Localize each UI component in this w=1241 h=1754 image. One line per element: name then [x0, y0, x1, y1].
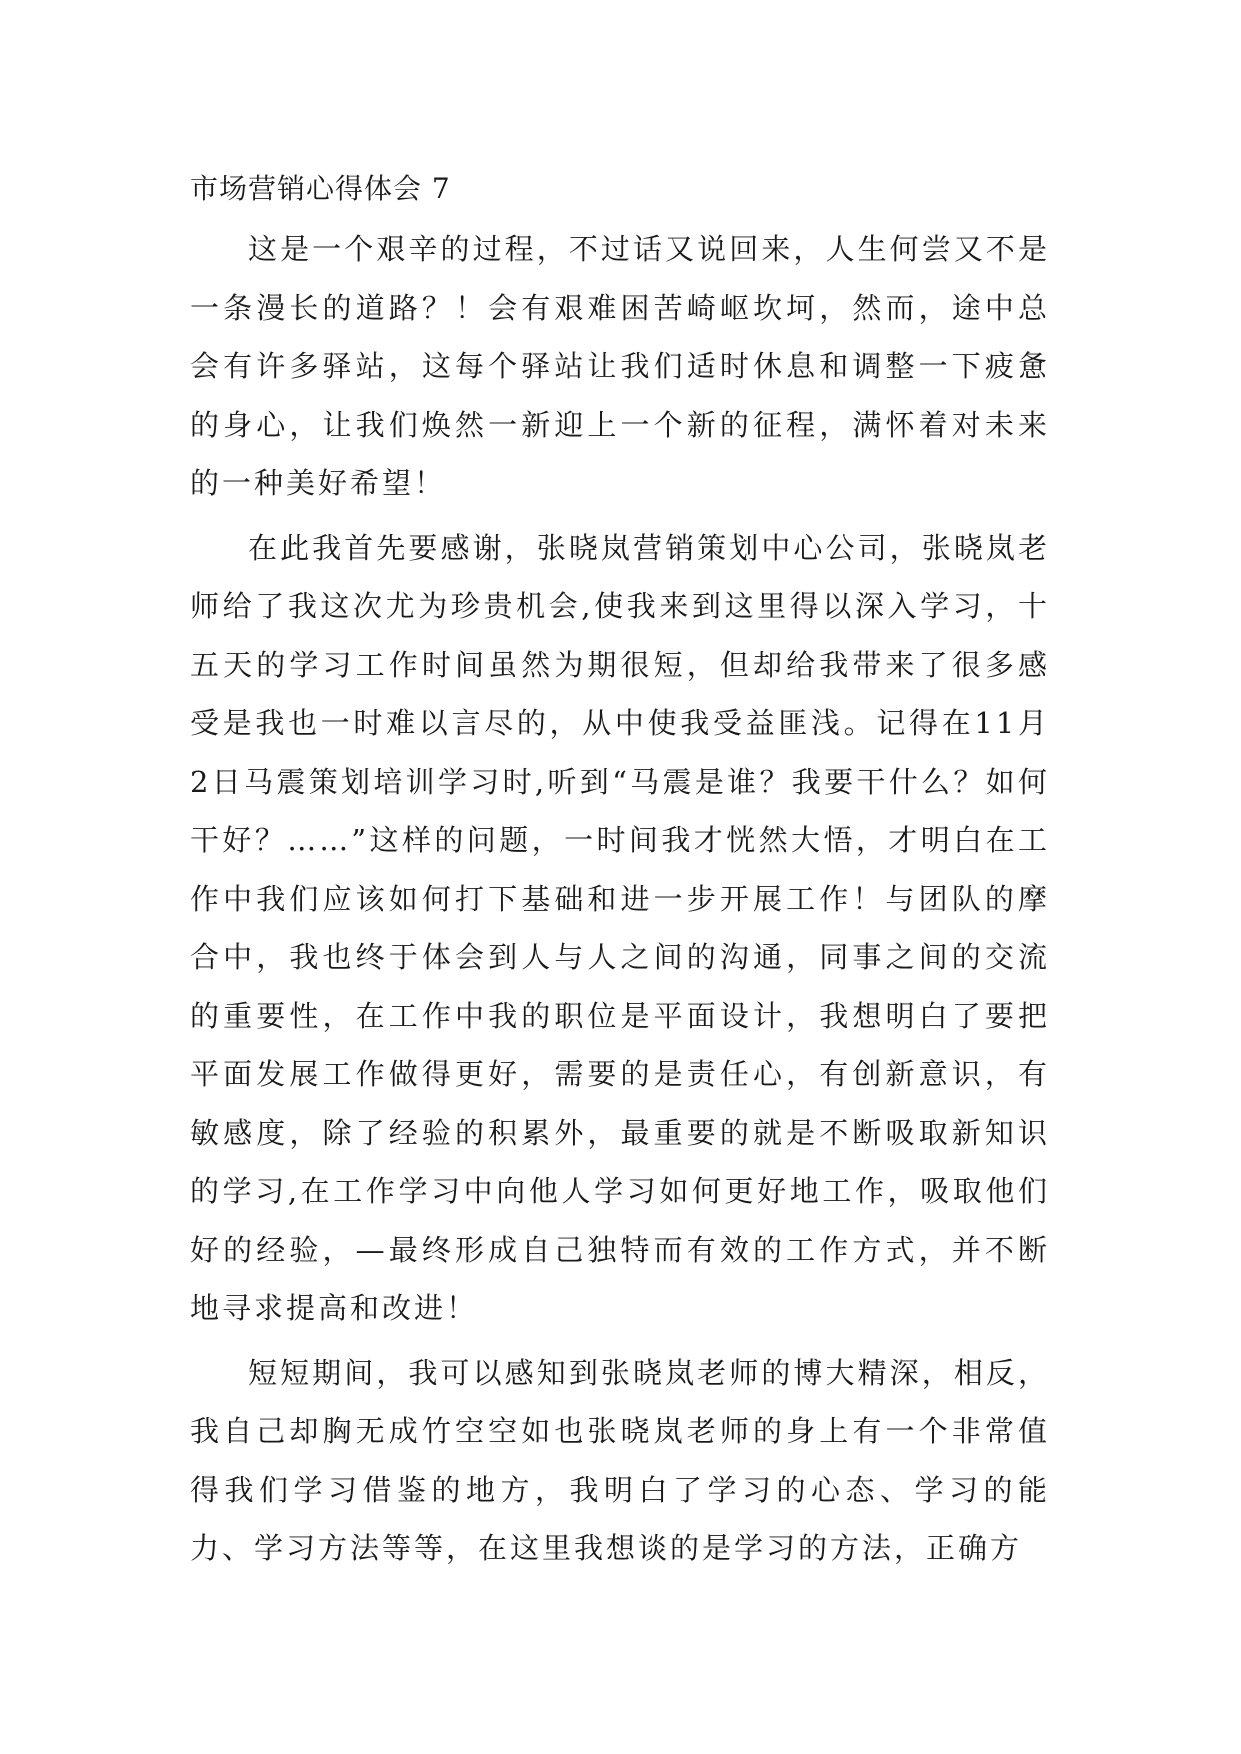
document-body: [190, 220, 1050, 1584]
paragraph-3: 短短期间，我可以感知到张晓岚老师的博大精深，相反，我自己却胸无成竹空空如也张晓岚老师的身上有一个非常值得我们学习借鉴的地方，我明白了学习的心态、学习的能力、学习方法等等，在这里我想谈的是学习的方法，正确方: [190, 1355, 1050, 1565]
paragraph-2: 在此我首先要感谢，张晓岚营销策划中心公司，张晓岚老师给了我这次尤为珍贵机会,使我来到这里得以深入学习，十五天的学习工作时间虽然为期很短，但却给我带来了很多感受是我也一时难以言尽的，从中使我受益匪浅。记得在11月2日马震策划培训学习时,听到“马震是谁？我要干什么？如何干好？……”这样的问题，一时间我才恍然大悟，才明白在工作中我们应该如何打下基础和进一步开展工作！与团队的摩合中，我也终于体会到人与人之间的沟通，同事之间的交流的重要性，在工作中我的职位是平面设计，我想明白了要把平面发展工作做得更好，需要的是责任心，有创新意识，有敏感度，除了经验的积累外，最重要的就是不断吸取新知识的学习,在工作学习中向他人学习如何更好地工作，吸取他们好的经验，—最终形成自己独特而有效的工作方式，并不断地寻求提高和改进！: [190, 530, 1050, 1325]
document-title: 市场营销心得体会 7: [190, 172, 451, 205]
paragraph-1: 这是一个艰辛的过程，不过话又说回来，人生何尝又不是一条漫长的道路？！会有艰难困苦崎岖坎坷，然而，途中总会有许多驿站，这每个驿站让我们适时休息和调整一下疲惫的身心，让我们焕然一新迎上一个新的征程，满怀着对未来的一种美好希望！: [190, 232, 1050, 500]
